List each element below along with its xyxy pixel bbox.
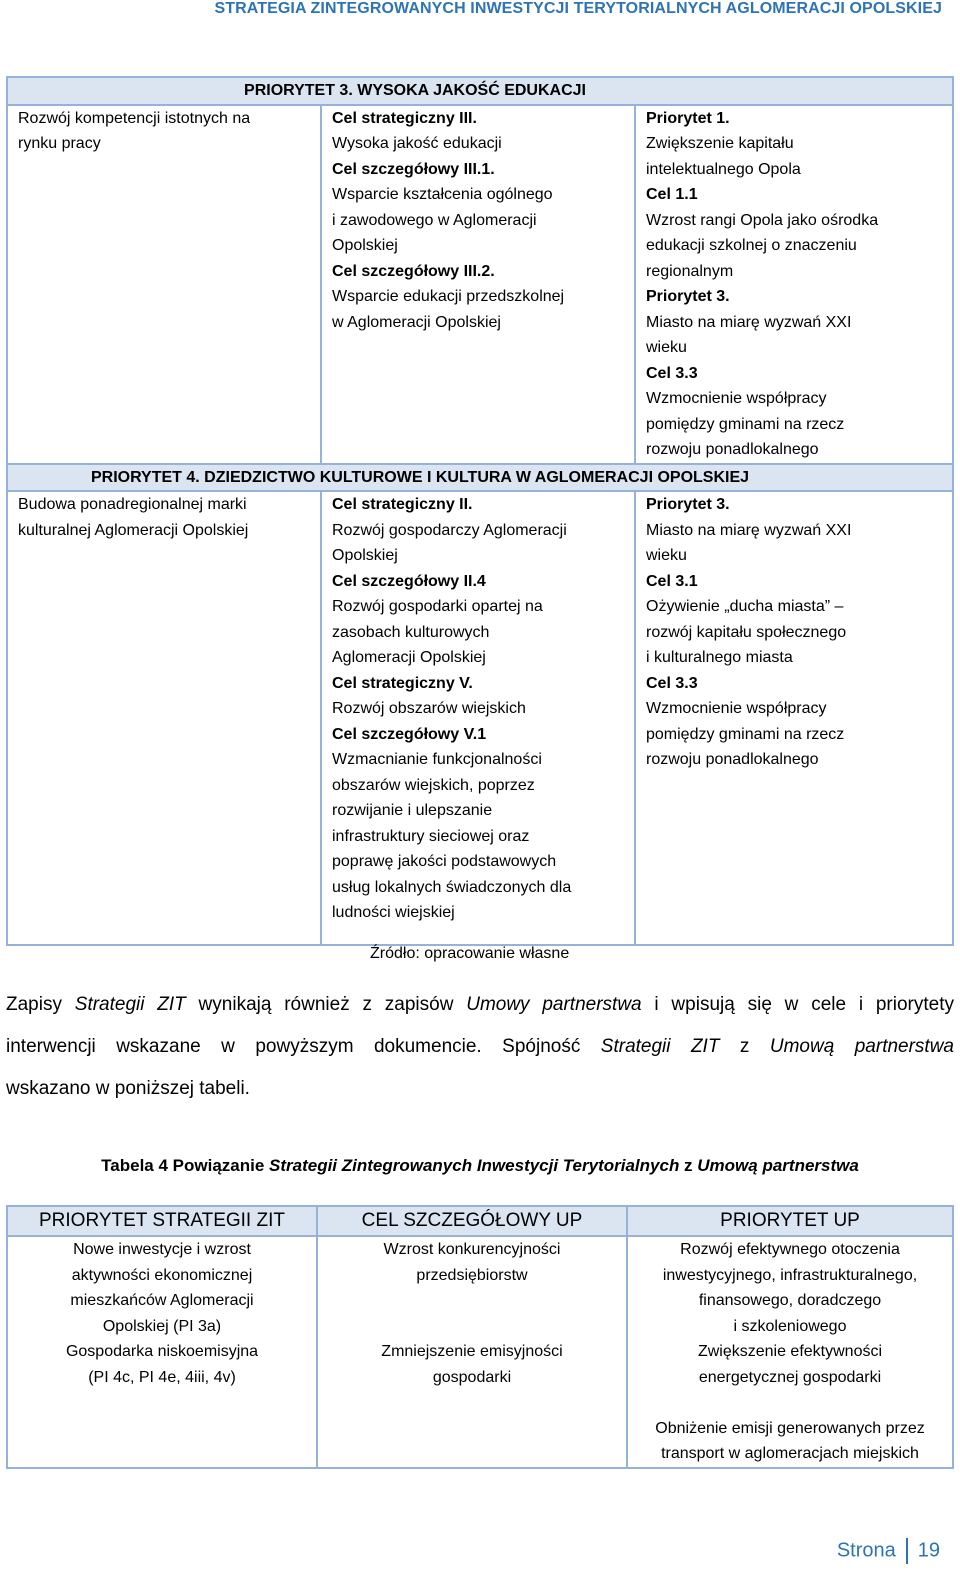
city-priority-text: Zwiększenie kapitału xyxy=(646,135,794,152)
strategy-goal-text: Wsparcie edukacji przedszkolnej xyxy=(332,288,565,305)
city-priority-heading: Cel 3.3 xyxy=(646,674,698,692)
cell-line: Gospodarka niskoemisyjna xyxy=(65,1343,259,1360)
strategy-goal-text: Opolskiej xyxy=(332,547,398,564)
city-priority-heading: Cel 1.1 xyxy=(646,186,698,203)
strategy-goal-heading: Cel szczegółowy III.2. xyxy=(332,262,495,280)
t2-row2-col1 xyxy=(7,1339,317,1468)
city-priority-text: Miasto na miarę wyzwań XXI xyxy=(646,521,852,539)
page-number: 19 xyxy=(917,1539,940,1562)
strategy-goal-text: obszarów wiejskich, poprzez xyxy=(332,776,535,794)
page-footer xyxy=(837,1538,940,1564)
city-priority-text: regionalnym xyxy=(646,262,734,280)
row1-col1-cell xyxy=(7,105,321,464)
strategy-goal-text: Wzmacnianie funkcjonalności xyxy=(332,751,542,768)
cell-line: gospodarki xyxy=(432,1368,512,1386)
city-priority-text: Ożywienie „ducha miasta” – xyxy=(646,598,844,615)
strategy-goal-heading: Cel strategiczny II. xyxy=(332,496,473,513)
strategy-goal-heading: Cel szczegółowy III.1. xyxy=(332,160,495,178)
footer-separator xyxy=(906,1538,908,1564)
priority-3-band: PRIORYTET 3. WYSOKA JAKOŚĆ EDUKACJI xyxy=(7,77,953,105)
strategy-goal-text: Wsparcie kształcenia ogólnego xyxy=(332,186,553,203)
goal-text: Budowa ponadregionalnej marki xyxy=(18,496,247,513)
strategy-table xyxy=(6,76,954,946)
city-priority-text: rozwój kapitału społecznego xyxy=(646,623,847,641)
city-priority-text: intelektualnego Opola xyxy=(646,160,801,178)
city-priority-text: Wzmocnienie współpracy xyxy=(646,390,827,407)
cell-line: i szkoleniowego xyxy=(733,1317,847,1335)
cell-line: transport w aglomeracjach miejskich xyxy=(661,1445,919,1462)
strategy-goal-heading: Cel strategiczny III. xyxy=(332,109,477,127)
strategy-goal-text: ludności wiejskiej xyxy=(332,904,455,921)
city-priority-text: rozwoju ponadlokalnego xyxy=(646,441,819,458)
cell-line: Opolskiej (PI 3a) xyxy=(102,1317,222,1335)
cell-line: aktywności ekonomicznej xyxy=(71,1266,253,1284)
source-note: Źródło: opracowanie własne xyxy=(370,945,570,962)
header-cel-szczegolowy: CEL SZCZEGÓŁOWY UP xyxy=(317,1206,627,1236)
city-priority-text: wieku xyxy=(646,339,687,356)
strategy-goal-text: Aglomeracji Opolskiej xyxy=(332,649,486,666)
cell-line: Rozwój efektywnego otoczenia xyxy=(680,1241,900,1258)
header-priorytet-strategii: PRIORYTET STRATEGII ZIT xyxy=(7,1206,317,1236)
cell-line xyxy=(636,1390,944,1416)
strategy-goal-text: Rozwój gospodarki opartej na xyxy=(332,598,543,615)
cell-line: inwestycyjnego, infrastrukturalnego, xyxy=(662,1266,918,1284)
strategy-goal-text: usług lokalnych świadczonych dla xyxy=(332,878,572,896)
cell-line: finansowego, doradczego xyxy=(698,1292,882,1309)
goal-text: rynku pracy xyxy=(18,135,101,152)
page-label: Strona xyxy=(836,1539,896,1562)
strategy-goal-heading: Cel szczegółowy V.1 xyxy=(332,725,487,743)
cell-line: Obniżenie emisji generowanych przez xyxy=(655,1419,925,1437)
cell-line: mieszkańców Aglomeracji xyxy=(70,1292,254,1309)
city-priority-heading: Priorytet 1. xyxy=(646,109,730,127)
cell-line: (PI 4c, PI 4e, 4iii, 4v) xyxy=(88,1368,236,1386)
t2-row1-col1 xyxy=(7,1236,317,1339)
paragraph-line-2: interwencji wskazane w powyższym dokumencie. Spójność Strategii ZIT z Umową partnerstwa xyxy=(6,1036,955,1057)
cell-line: Zmniejszenie emisyjności xyxy=(381,1343,563,1360)
strategy-goal-text: zasobach kulturowych xyxy=(332,623,490,641)
row2-col3-cell xyxy=(635,491,953,945)
city-priority-text: rozwoju ponadlokalnego xyxy=(646,751,819,768)
t2-row1-col2 xyxy=(317,1236,627,1339)
row2-col1-cell xyxy=(7,491,321,945)
strategy-goal-heading: Cel szczegółowy II.4 xyxy=(332,572,486,590)
row1-col3-cell xyxy=(635,105,953,464)
row2-col2-cell xyxy=(321,491,635,945)
up-linkage-table xyxy=(6,1205,954,1469)
t2-row2-col2 xyxy=(317,1339,627,1468)
goal-text: Rozwój kompetencji istotnych na xyxy=(18,109,251,127)
cell-line: Zwiększenie efektywności xyxy=(697,1343,883,1360)
cell-line: przedsiębiorstw xyxy=(416,1266,528,1284)
table-caption: Tabela 4 Powiązanie Strategii Zintegrowanych Inwestycji Terytorialnych z Umową partnerstwa xyxy=(101,1156,859,1175)
t2-row1-col3 xyxy=(627,1236,953,1339)
city-priority-text: Miasto na miarę wyzwań XXI xyxy=(646,313,852,331)
cell-line: energetycznej gospodarki xyxy=(698,1368,882,1386)
document-header-title: STRATEGIA ZINTEGROWANYCH INWESTYCJI TERYTORIALNYCH AGLOMERACJI OPOLSKIEJ xyxy=(214,0,942,17)
body-paragraph xyxy=(6,984,954,1110)
city-priority-heading: Priorytet 3. xyxy=(646,496,730,513)
t2-row2-col3 xyxy=(627,1339,953,1468)
city-priority-heading: Cel 3.3 xyxy=(646,364,698,382)
strategy-goal-text: w Aglomeracji Opolskiej xyxy=(332,313,501,331)
priority-4-band: PRIORYTET 4. DZIEDZICTWO KULTUROWE I KULTURA W AGLOMERACJI OPOLSKIEJ xyxy=(7,464,953,492)
strategy-goal-text: poprawę jakości podstawowych xyxy=(332,853,557,870)
strategy-goal-text: Opolskiej xyxy=(332,237,398,254)
city-priority-heading: Priorytet 3. xyxy=(646,288,730,305)
city-priority-text: i kulturalnego miasta xyxy=(646,649,793,666)
goal-text: kulturalnej Aglomeracji Opolskiej xyxy=(18,521,249,539)
city-priority-text: edukacji szkolnej o znaczeniu xyxy=(646,237,857,254)
strategy-goal-text: rozwijanie i ulepszanie xyxy=(332,802,493,819)
strategy-goal-heading: Cel strategiczny V. xyxy=(332,674,473,692)
paragraph-line-1: Zapisy Strategii ZIT wynikają również z zapisów Umowy partnerstwa i wpisują się w cele i priorytety xyxy=(6,994,954,1015)
city-priority-text: wieku xyxy=(646,547,687,564)
row1-col2-cell xyxy=(321,105,635,464)
strategy-goal-text: i zawodowego w Aglomeracji xyxy=(332,211,537,229)
paragraph-line-3: wskazano w poniższej tabeli. xyxy=(6,1078,250,1099)
cell-line: Nowe inwestycje i wzrost xyxy=(73,1241,251,1258)
strategy-goal-text: Rozwój obszarów wiejskich xyxy=(332,700,526,717)
cell-line: Wzrost konkurencyjności xyxy=(383,1241,561,1258)
strategy-goal-text: Wysoka jakość edukacji xyxy=(332,135,502,152)
city-priority-text: Wzmocnienie współpracy xyxy=(646,700,827,717)
city-priority-text: Wzrost rangi Opola jako ośrodka xyxy=(646,211,879,229)
strategy-goal-text: infrastruktury sieciowej oraz xyxy=(332,827,530,845)
city-priority-text: pomiędzy gminami na rzecz xyxy=(646,415,845,433)
city-priority-heading: Cel 3.1 xyxy=(646,572,698,590)
city-priority-text: pomiędzy gminami na rzecz xyxy=(646,725,845,743)
header-priorytet-up: PRIORYTET UP xyxy=(627,1206,953,1236)
strategy-goal-text: Rozwój gospodarczy Aglomeracji xyxy=(332,521,567,539)
